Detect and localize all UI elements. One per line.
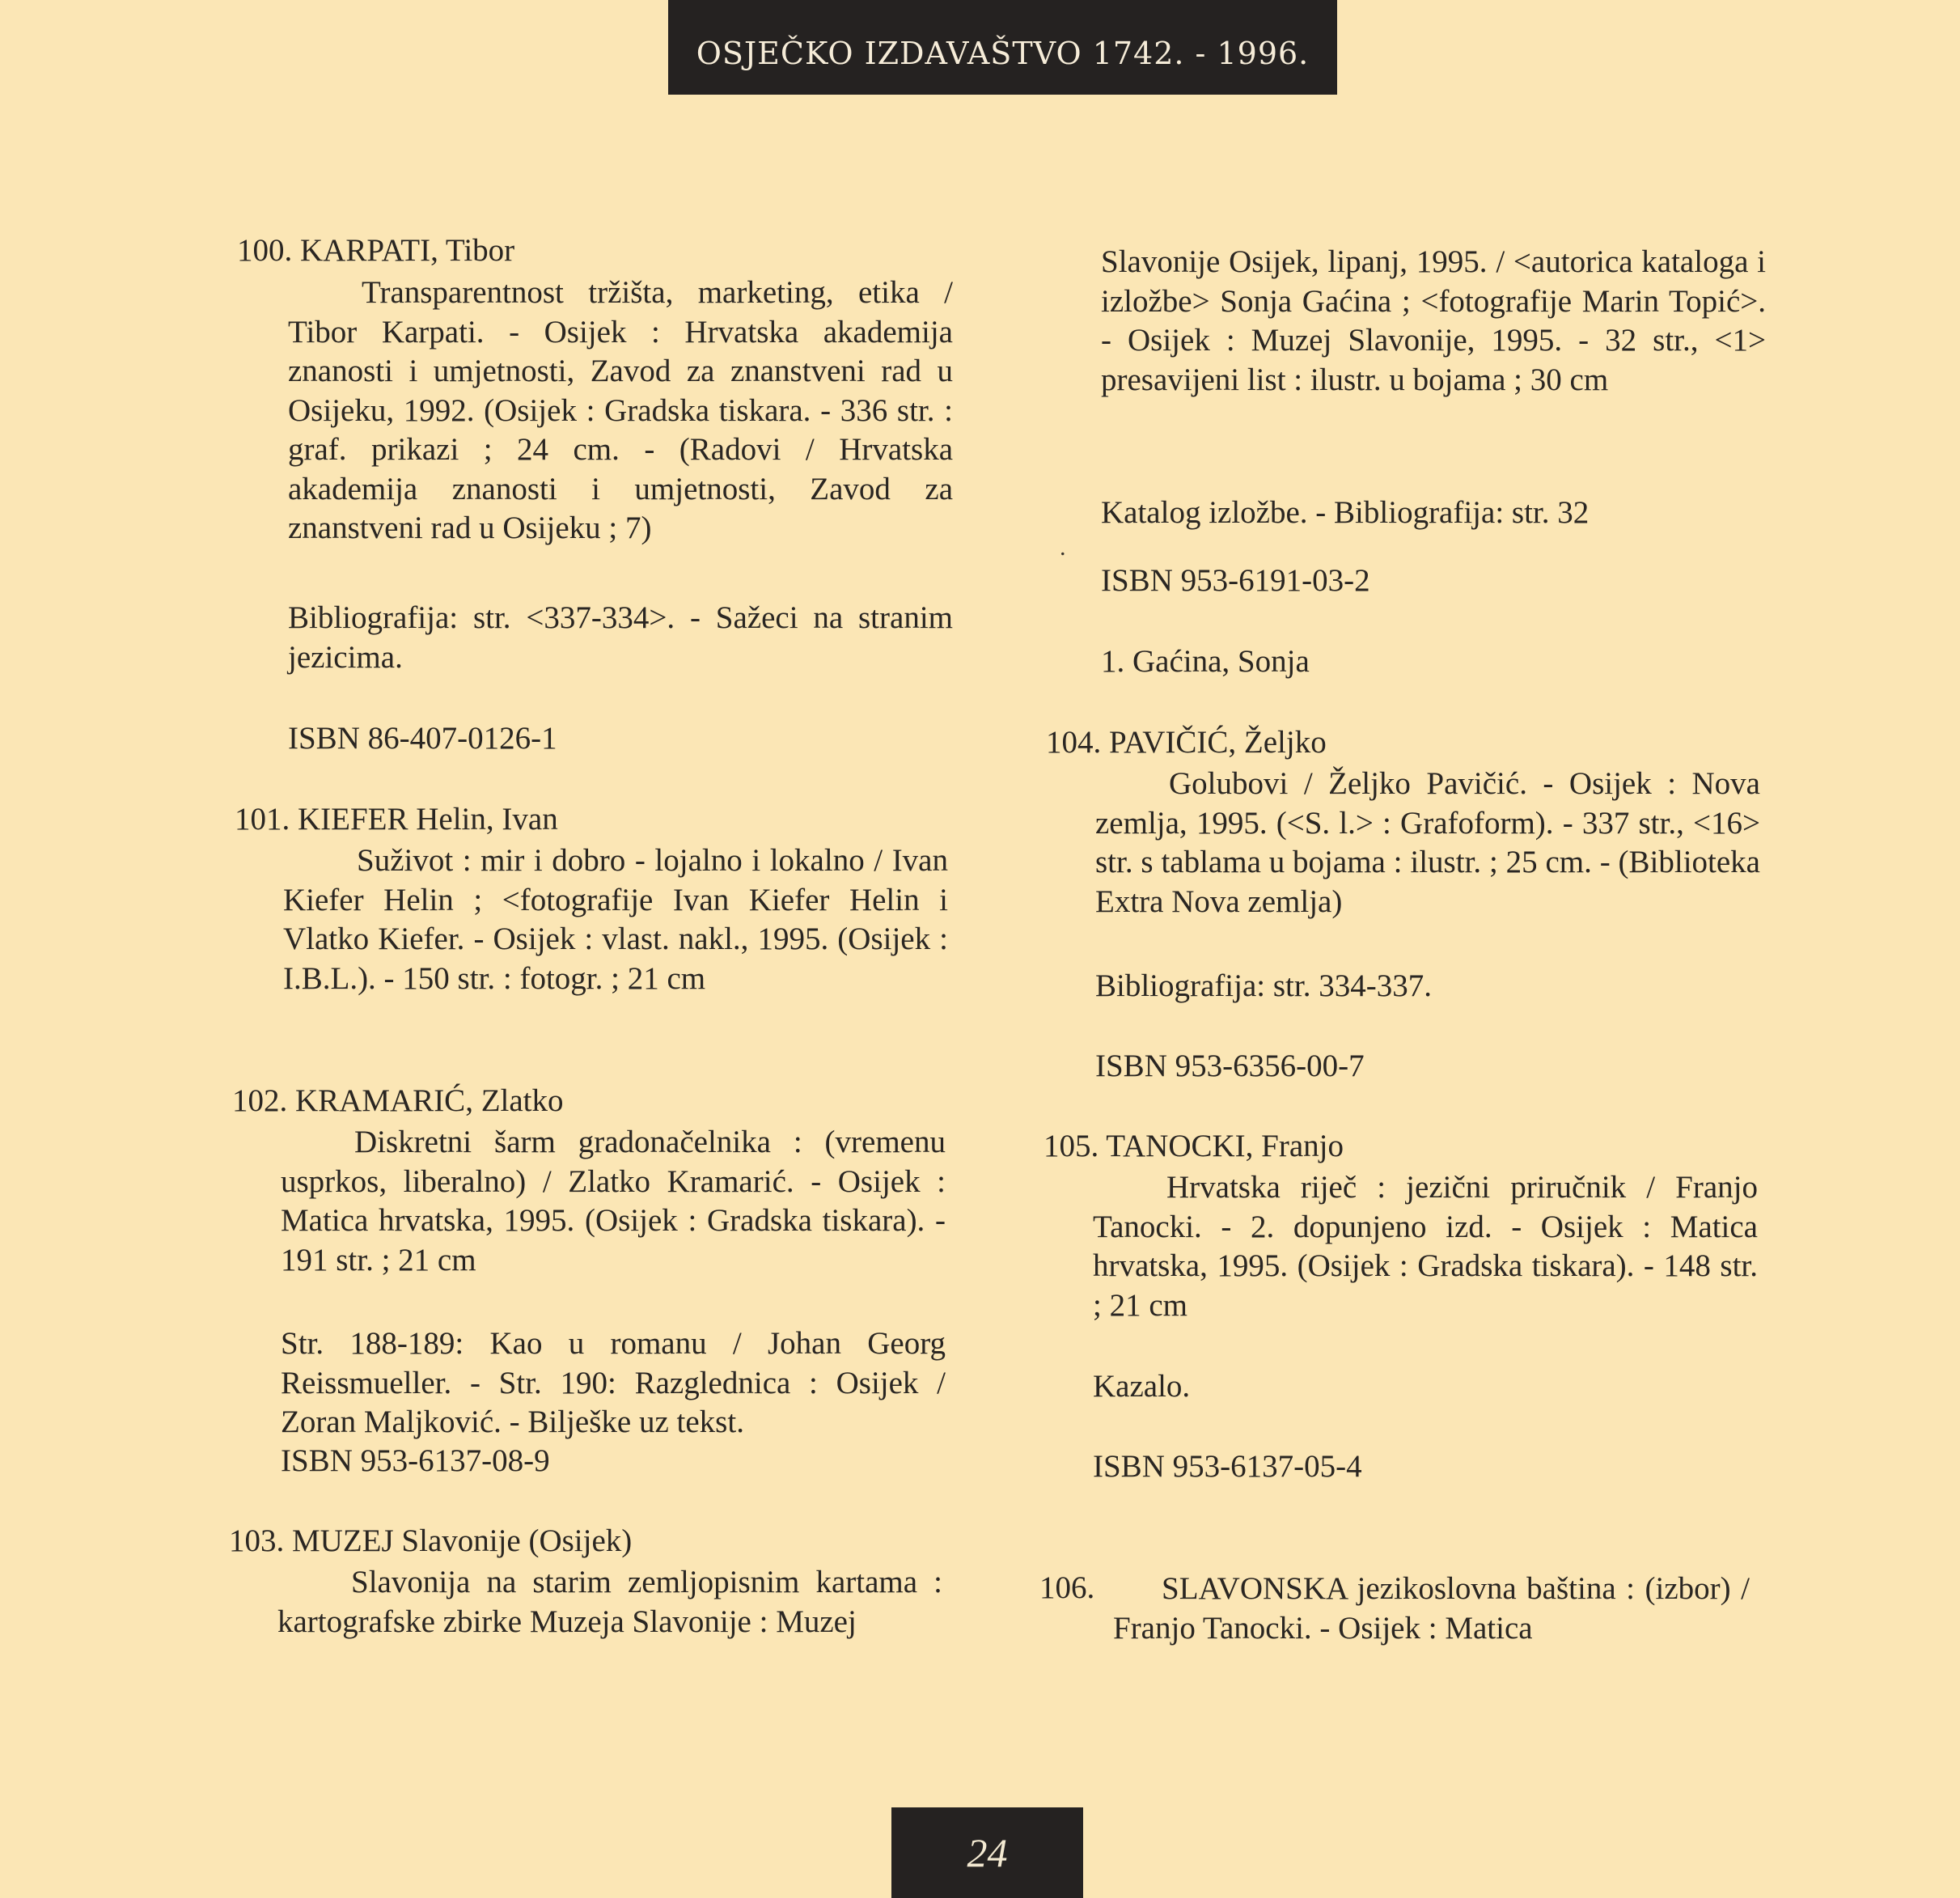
entry-heading: 101. KIEFER Helin, Ivan xyxy=(235,802,558,837)
entry-body-part-2: Slavonije Osijek, lipanj, 1995. / <autorica kataloga i izložbe> Sonja Gaćina ; <fotografije Marin Topić>. - Osijek : Muzej Slavonije, 1995. - 32 str., <1> presavijeni list : ilustr. u bojama ; 30 cm xyxy=(1101,244,1766,397)
entry-note: Bibliografija: str. 334-337. xyxy=(1095,968,1432,1003)
entry-index-term: 1. Gaćina, Sonja xyxy=(1101,644,1310,679)
entry-number: 106. xyxy=(1039,1570,1095,1605)
page-number-box xyxy=(891,1807,1083,1898)
entry-heading: 102. KRAMARIĆ, Zlatko xyxy=(232,1083,564,1118)
entry-note: Str. 188-189: Kao u romanu / Johan Georg Reissmueller. - Str. 190: Razglednica : Osijek / Zoran Maljković. - Bilješke uz tekst. xyxy=(281,1326,946,1439)
entry-note: Katalog izložbe. - Bibliografija: str. 32 xyxy=(1101,495,1590,530)
entry-body: Diskretni šarm gradonačelnika : (vremenu usprkos, liberalno) / Zlatko Kramarić. - Osijek : Matica hrvatska, 1995. (Osijek : Gradska tiskara). - 191 str. ; 21 cm xyxy=(281,1125,946,1277)
entry-body: Hrvatska riječ : jezični priručnik / Franjo Tanocki. - 2. dopunjeno izd. - Osijek : Matica hrvatska, 1995. (Osijek : Gradska tiskara). - 148 str. ; 21 cm xyxy=(1093,1170,1758,1323)
entry-body: SLAVONSKA jezikoslovna baština : (izbor) / Franjo Tanocki. - Osijek : Matica xyxy=(1113,1571,1750,1646)
stray-mark: . xyxy=(1060,534,1066,561)
entry-note: Kazalo. xyxy=(1093,1369,1191,1404)
entry-body-part-1: Slavonija na starim zemljopisnim kartama : kartografske zbirke Muzeja Slavonije : Muzej xyxy=(277,1565,942,1639)
page-number: 24 xyxy=(967,1830,1008,1875)
entry-body: Suživot : mir i dobro - lojalno i lokalno / Ivan Kiefer Helin ; <fotografije Ivan Kiefer Helin i Vlatko Kiefer. - Osijek : vlast. nakl., 1995. (Osijek : I.B.L.). - 150 str. : fotogr. ; 21 cm xyxy=(283,843,948,996)
entry-isbn: ISBN 953-6137-05-4 xyxy=(1093,1449,1362,1484)
running-header-title: OSJEČKO IZDAVAŠTVO 1742. - 1996. xyxy=(696,35,1310,71)
entry-heading: 103. MUZEJ Slavonije (Osijek) xyxy=(229,1523,633,1558)
entry-isbn: ISBN 953-6191-03-2 xyxy=(1101,563,1370,598)
entry-body: Transparentnost tržišta, marketing, etika / Tibor Karpati. - Osijek : Hrvatska akademija znanosti i umjetnosti, Zavod za znanstveni rad u Osijeku, 1992. (Osijek : Gradska tiskara. - 336 str. : graf. prikazi ; 24 cm. - (Radovi / Hrvatska akademija znanosti i umjetnosti, Zavod za znanstveni rad u Osijeku ; 7) xyxy=(288,275,953,545)
entry-heading: 104. PAVIČIĆ, Željko xyxy=(1046,725,1327,760)
running-header xyxy=(668,0,1337,95)
entry-heading: 105. TANOCKI, Franjo xyxy=(1043,1129,1344,1163)
entry-isbn: ISBN 953-6356-00-7 xyxy=(1095,1049,1365,1083)
entry-heading: 100. KARPATI, Tibor xyxy=(237,233,515,268)
entry-isbn: ISBN 86-407-0126-1 xyxy=(288,721,557,756)
entry-body: Golubovi / Željko Pavičić. - Osijek : Nova zemlja, 1995. (<S. l.> : Grafoform). - 337 str., <16> str. s tablama u bojama : ilustr. ; 25 cm. - (Biblioteka Extra Nova zemlja) xyxy=(1095,766,1760,919)
entry-note: Bibliografija: str. <337-334>. - Sažeci na stranim jezicima. xyxy=(288,600,953,675)
entry-isbn: ISBN 953-6137-08-9 xyxy=(281,1443,550,1478)
